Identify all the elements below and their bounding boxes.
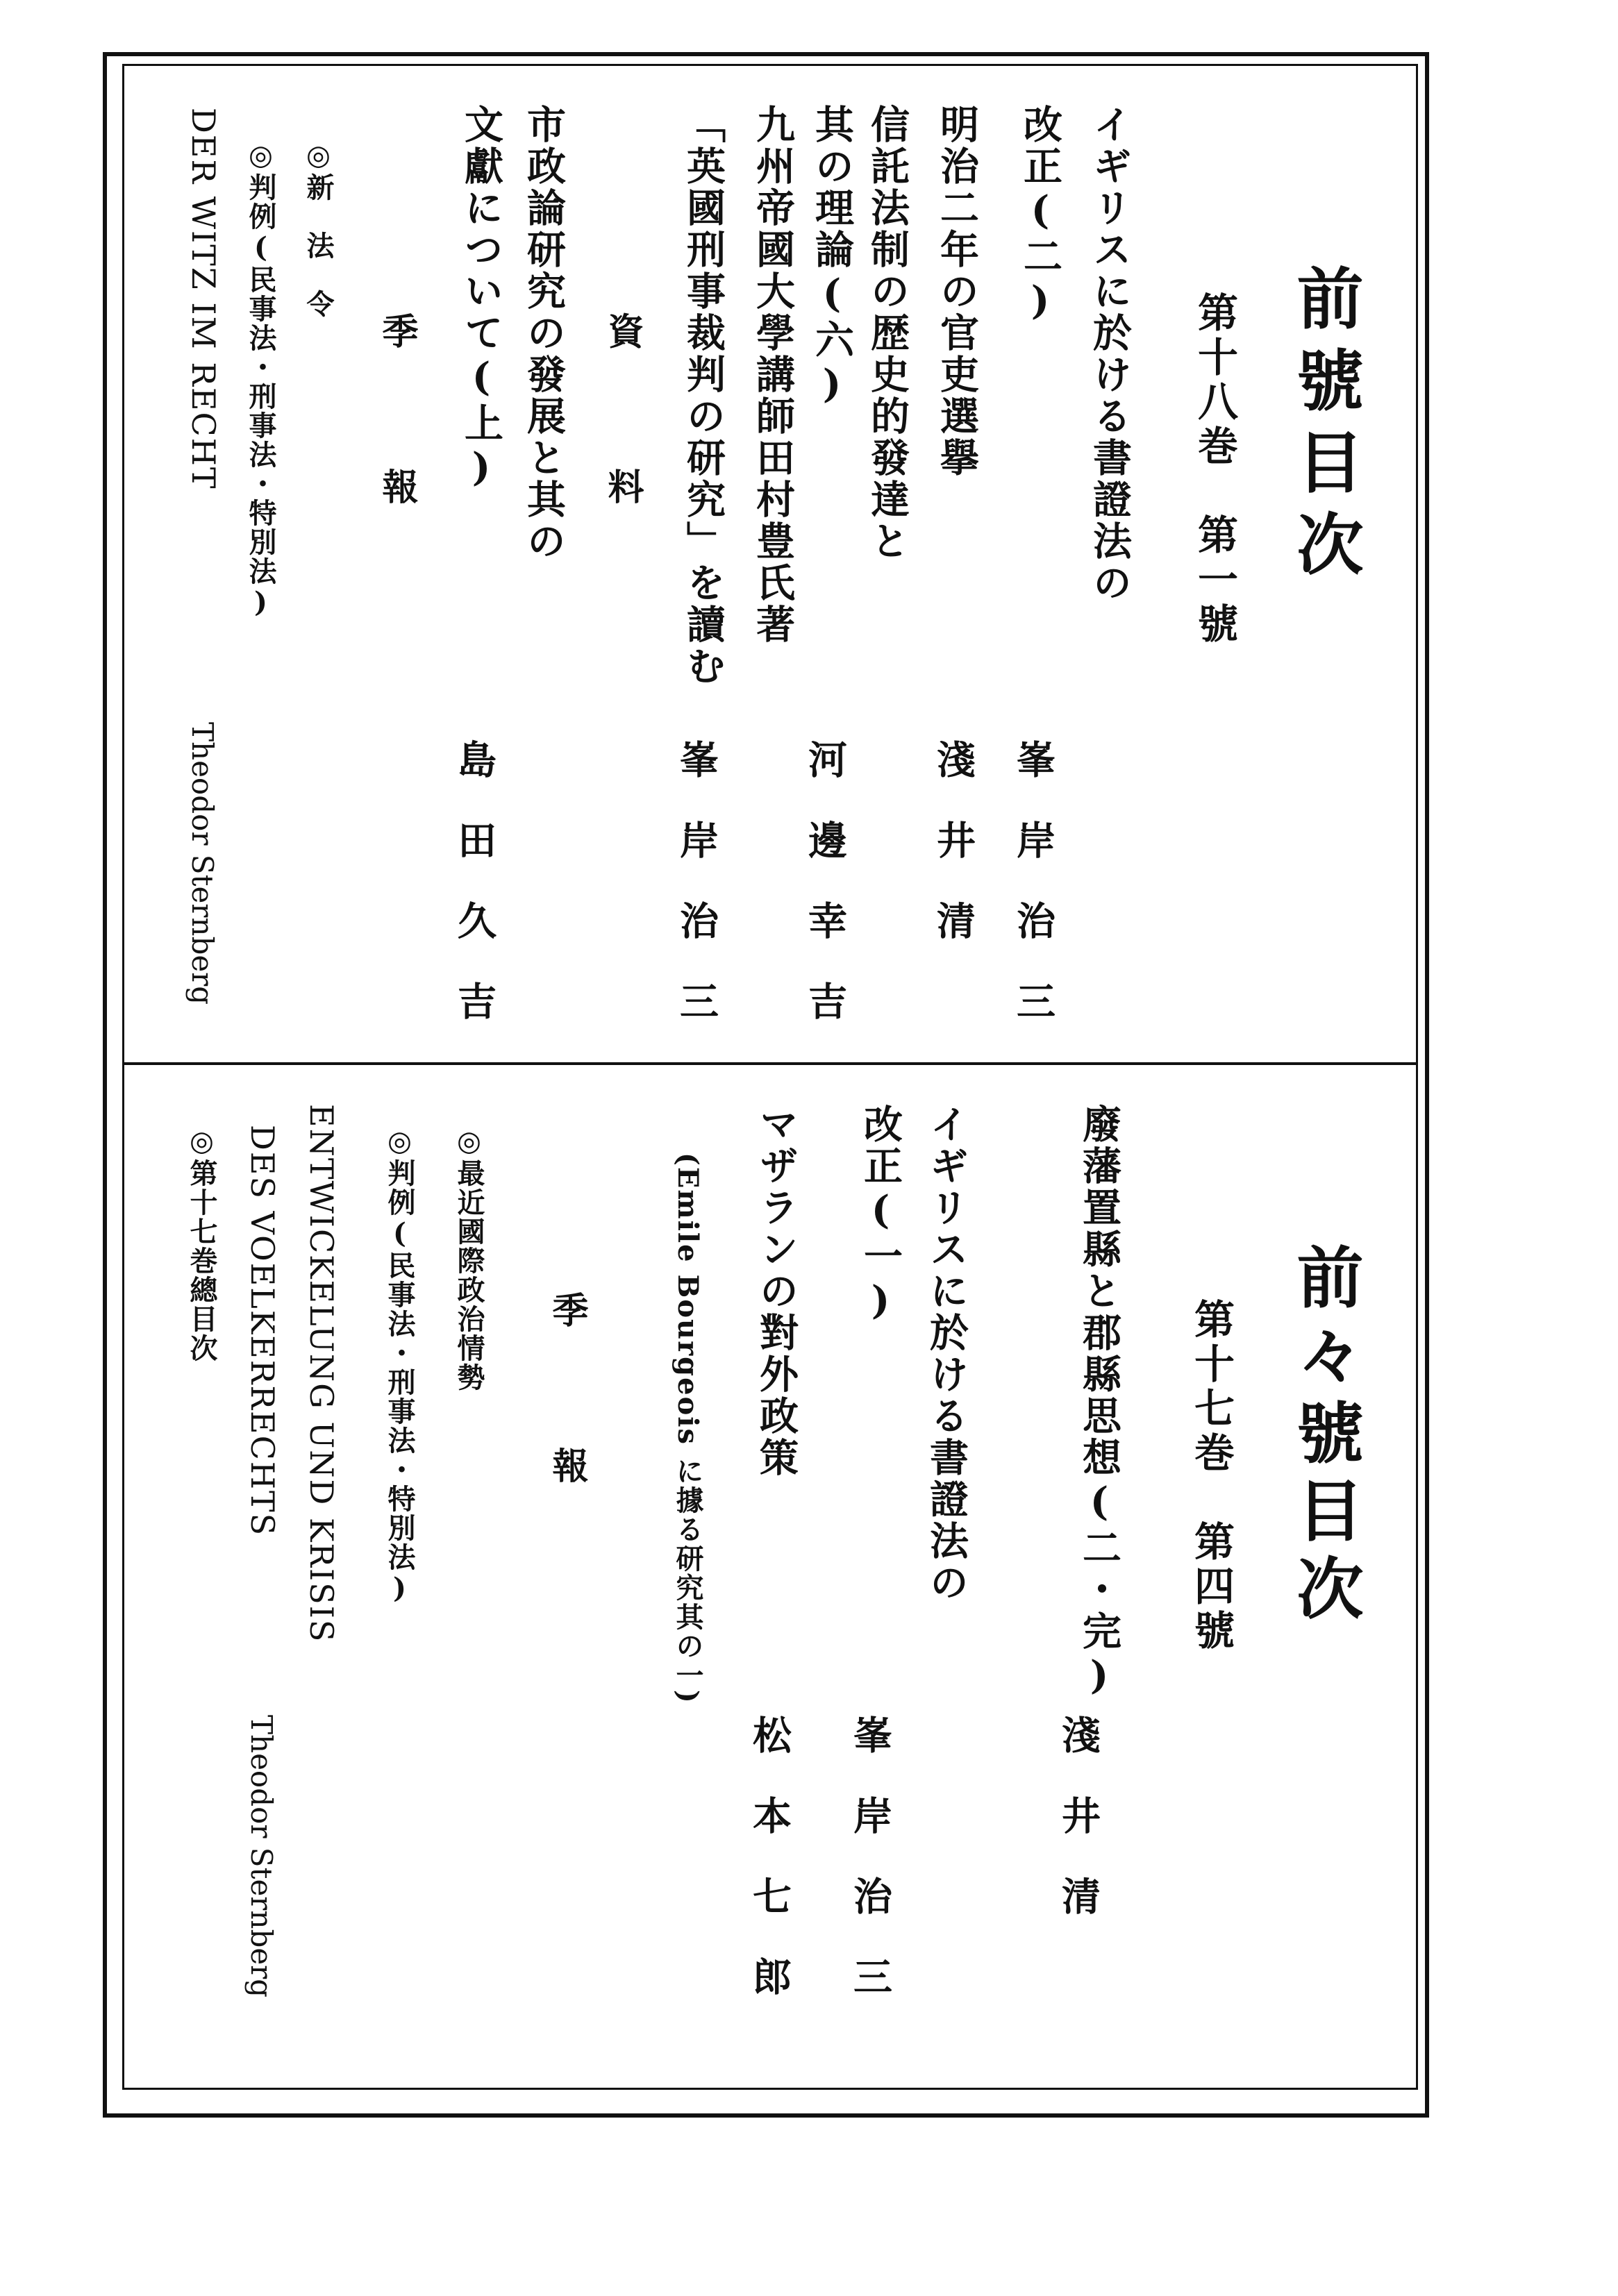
bottom-entry-1-author: 淺井清 bbox=[1056, 1715, 1101, 1956]
bottom-entry-5-title: (Emile Bourgeois に據る研究其の一) bbox=[672, 1153, 704, 1704]
top-entry-12-title: ◎新 法 令 bbox=[302, 139, 335, 319]
bottom-heading: 前々號目次 bbox=[1286, 1243, 1365, 1632]
bottom-entry-9-title: ENTWICKELUNG UND KRISIS bbox=[303, 1104, 340, 1643]
top-entry-1-author: 峯岸治三 bbox=[1010, 739, 1056, 1062]
top-section-shiryo: 資 料 bbox=[601, 312, 644, 546]
top-volume: 第十八巻 第一號 bbox=[1191, 292, 1238, 647]
bottom-entry-11-title: ◎第十七巻總目次 bbox=[185, 1125, 218, 1363]
top-entry-14-title: DER WITZ IM RECHT bbox=[185, 108, 222, 490]
top-entry-5-title: 其の理論(六) bbox=[809, 104, 855, 410]
bottom-entry-10-title: DES VOELKERRECHTS bbox=[244, 1125, 281, 1537]
top-entry-7-title: 「英國刑事裁判の研究」を讀む bbox=[681, 104, 726, 687]
bottom-entry-8-title: ◎判例(民事法・刑事法・特別法) bbox=[383, 1125, 416, 1606]
top-section-kiho: 季 報 bbox=[376, 312, 418, 546]
top-entry-4-title: 信託法制の歴史的發達と bbox=[865, 104, 910, 562]
bottom-entry-2-author: 峯岸治三 bbox=[847, 1715, 893, 2037]
bottom-entry-3-title: 改正(一) bbox=[858, 1104, 903, 1326]
bottom-entry-2-title: イギリスに於ける書證法の bbox=[924, 1104, 969, 1604]
top-entry-1-title: イギリスに於ける書證法の bbox=[1087, 104, 1133, 604]
top-entry-7-author: 峯岸治三 bbox=[674, 739, 719, 1062]
top-entry-3-author: 淺井清 bbox=[931, 739, 976, 981]
top-entry-9-title: 市政論研究の發展と其の bbox=[521, 104, 567, 562]
bottom-entry-4-title: マザランの對外政策 bbox=[753, 1104, 799, 1479]
top-entry-13-title: ◎判例(民事法・刑事法・特別法) bbox=[244, 139, 277, 620]
top-entry-3-title: 明治二年の官吏選擧 bbox=[934, 104, 980, 479]
bottom-entry-7-title: ◎最近國際政治情勢 bbox=[453, 1125, 485, 1392]
top-entry-6-title: 九州帝國大學講師田村豊氏著 bbox=[750, 104, 796, 646]
top-entry-4-author: 河邊幸吉 bbox=[802, 739, 848, 1062]
top-entry-10-title: 文獻について(上) bbox=[458, 104, 504, 493]
bottom-section-kiho: 季 報 bbox=[546, 1291, 588, 1525]
top-entry-14-author: Theodor Sternberg bbox=[185, 722, 219, 1005]
top-entry-2-title: 改正(二) bbox=[1017, 104, 1063, 326]
bottom-entry-1-title: 廢藩置縣と郡縣思想(二・完) bbox=[1076, 1104, 1122, 1701]
top-heading: 前號目次 bbox=[1286, 264, 1365, 592]
section-divider bbox=[122, 1062, 1418, 1065]
top-entry-9-author: 島田久吉 bbox=[451, 739, 497, 1062]
bottom-entry-10-author: Theodor Sternberg bbox=[244, 1715, 278, 1998]
bottom-entry-4-author: 松本七郎 bbox=[747, 1715, 792, 2037]
bottom-volume: 第十七巻 第四號 bbox=[1187, 1298, 1235, 1654]
